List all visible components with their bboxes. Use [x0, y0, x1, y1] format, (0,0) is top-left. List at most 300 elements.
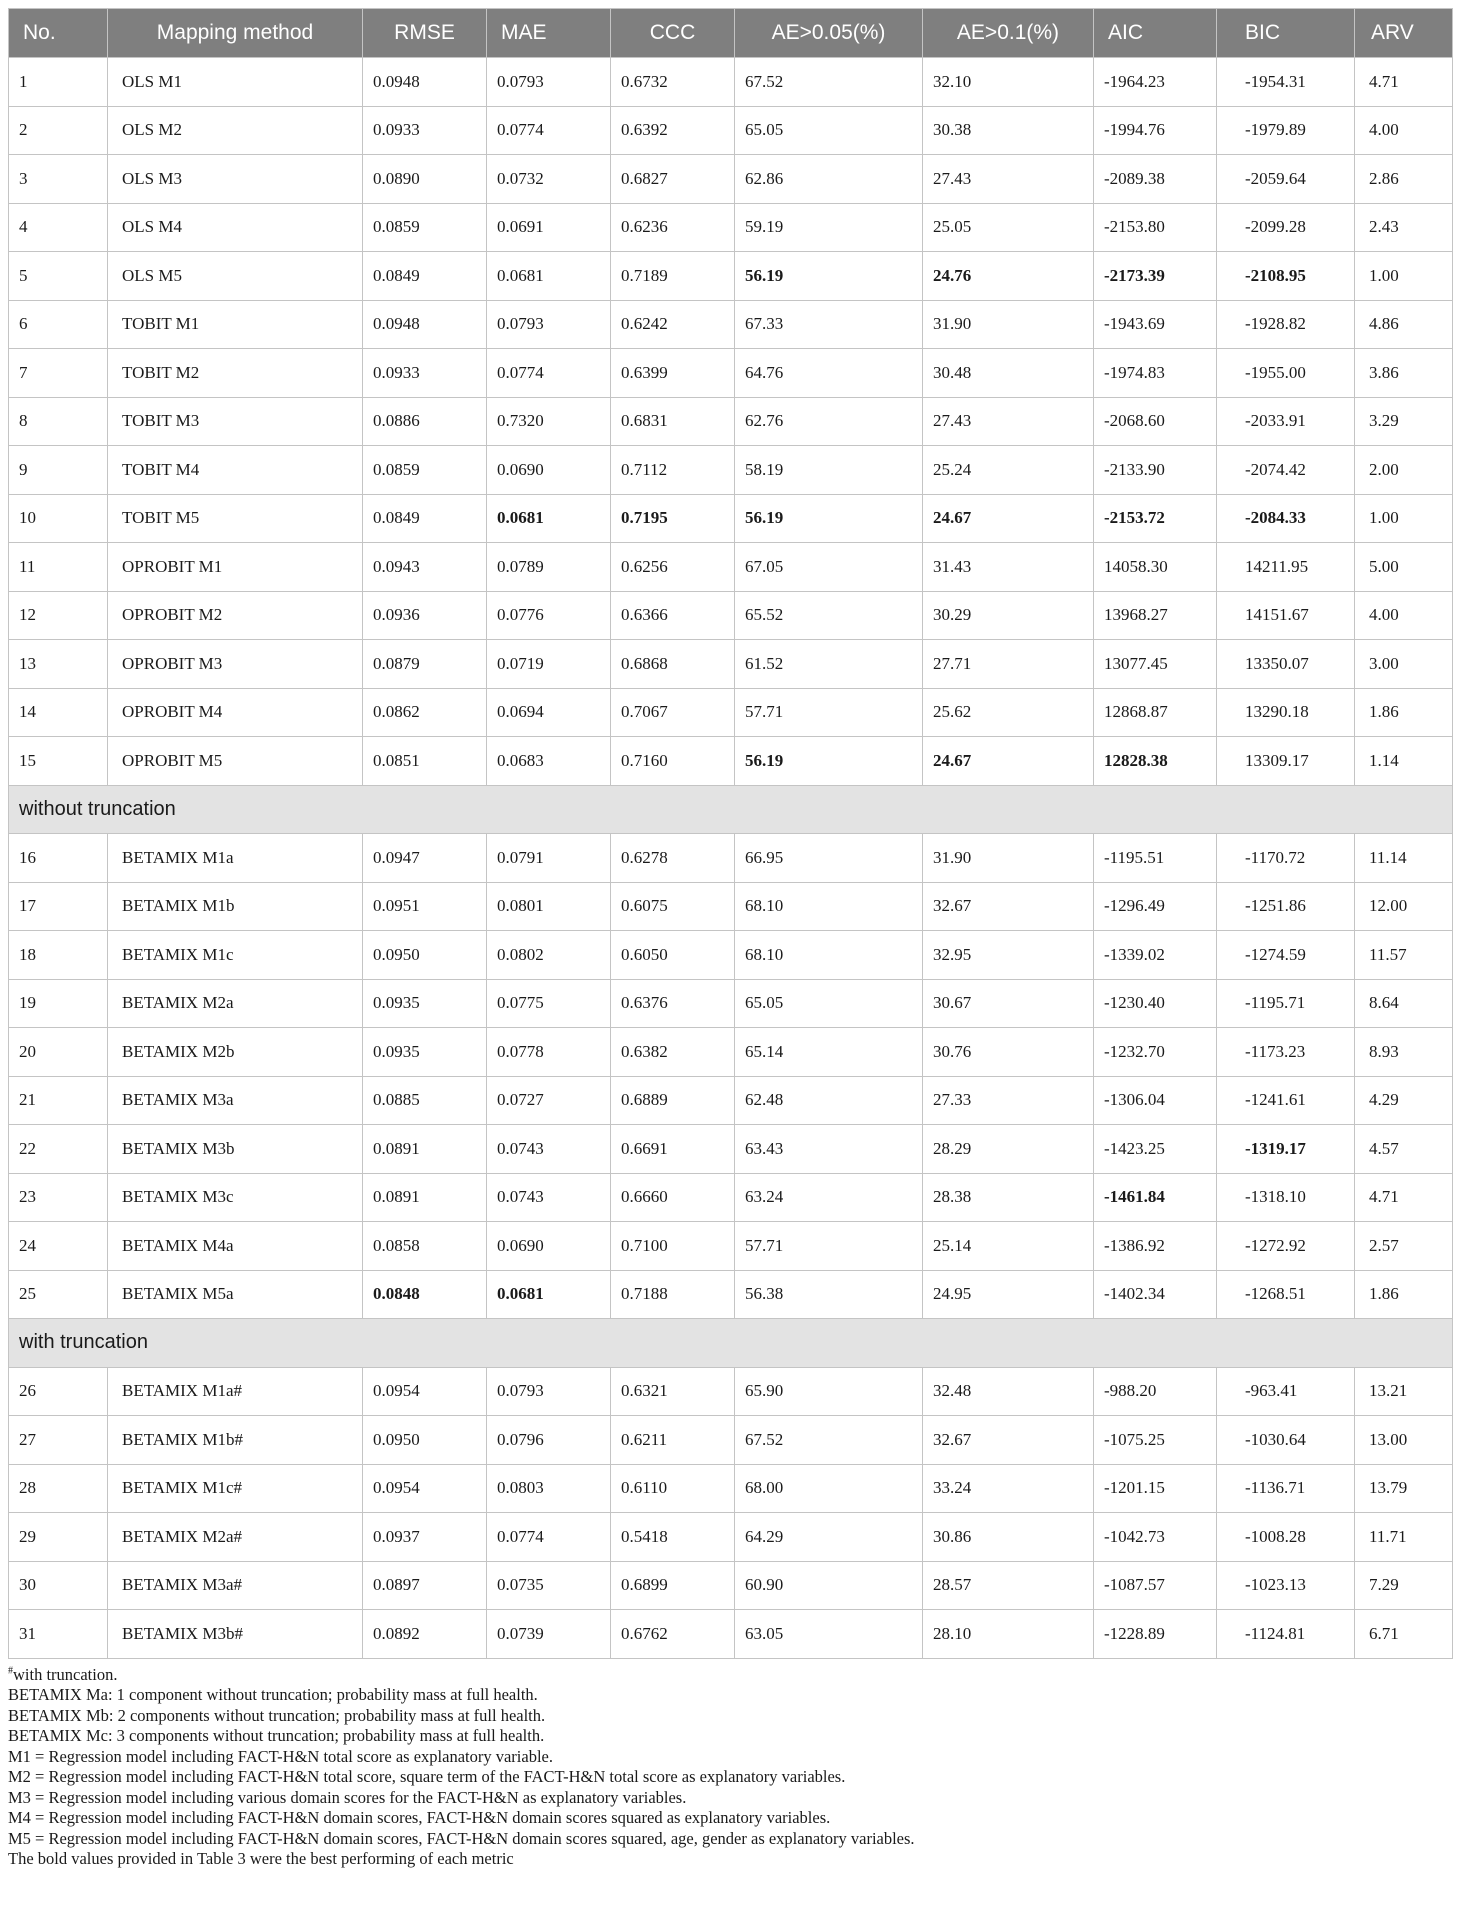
cell-mae: 0.0793	[487, 58, 611, 107]
cell-mae: 0.0793	[487, 300, 611, 349]
cell-mapping-method: BETAMIX M1b#	[108, 1416, 363, 1465]
group-row-without-truncation	[9, 785, 1453, 834]
header-aic: AIC	[1094, 9, 1217, 58]
cell-mae: 0.0732	[487, 155, 611, 204]
cell-ae-005: 67.05	[735, 543, 923, 592]
cell-mapping-method: TOBIT M5	[108, 494, 363, 543]
cell-aic: -1339.02	[1094, 931, 1217, 980]
cell-arv: 1.86	[1355, 688, 1453, 737]
cell-no: 19	[9, 979, 108, 1028]
cell-ccc: 0.6762	[611, 1610, 735, 1659]
cell-rmse: 0.0885	[363, 1076, 487, 1125]
table-row	[9, 494, 1453, 543]
cell-rmse: 0.0886	[363, 397, 487, 446]
cell-ae-01: 32.10	[923, 58, 1094, 107]
cell-ccc: 0.7100	[611, 1222, 735, 1271]
cell-ae-01	[923, 252, 1094, 301]
cell-mapping-method: OPROBIT M1	[108, 543, 363, 592]
cell-mapping-method: TOBIT M4	[108, 446, 363, 495]
best-value: 24.67	[933, 508, 972, 528]
cell-ccc: 0.5418	[611, 1513, 735, 1562]
cell-ae-005: 61.52	[735, 640, 923, 689]
cell-arv: 4.00	[1355, 106, 1453, 155]
cell-bic: -1955.00	[1217, 349, 1355, 398]
cell-bic: -1979.89	[1217, 106, 1355, 155]
table-row	[9, 931, 1453, 980]
footnote-line: M5 = Regression model including FACT-H&N domain scores, FACT-H&N domain scores squared, age, gender as explanatory variables.	[8, 1828, 915, 1848]
cell-aic	[1094, 1173, 1217, 1222]
cell-arv: 4.57	[1355, 1125, 1453, 1174]
cell-arv: 1.86	[1355, 1270, 1453, 1319]
cell-rmse: 0.0897	[363, 1561, 487, 1610]
cell-arv: 3.86	[1355, 349, 1453, 398]
footnote-line: M4 = Regression model including FACT-H&N domain scores, FACT-H&N domain scores squared as explanatory variables.	[8, 1808, 831, 1827]
cell-ae-005: 65.52	[735, 591, 923, 640]
table-row	[9, 1561, 1453, 1610]
cell-mapping-method: BETAMIX M2a	[108, 979, 363, 1028]
cell-ccc: 0.7112	[611, 446, 735, 495]
cell-ae-01: 30.29	[923, 591, 1094, 640]
best-value: 24.76	[933, 265, 972, 285]
cell-ccc: 0.7189	[611, 252, 735, 301]
cell-aic: 14058.30	[1094, 543, 1217, 592]
cell-ae-005: 67.33	[735, 300, 923, 349]
cell-ae-005: 56.38	[735, 1270, 923, 1319]
cell-mapping-method: OPROBIT M2	[108, 591, 363, 640]
cell-aic: -1230.40	[1094, 979, 1217, 1028]
cell-ae-01: 30.38	[923, 106, 1094, 155]
cell-mapping-method: OPROBIT M4	[108, 688, 363, 737]
cell-arv: 13.21	[1355, 1367, 1453, 1416]
cell-rmse: 0.0859	[363, 203, 487, 252]
table-row	[9, 1513, 1453, 1562]
cell-rmse: 0.0950	[363, 931, 487, 980]
cell-ccc: 0.6376	[611, 979, 735, 1028]
cell-arv: 13.00	[1355, 1416, 1453, 1465]
cell-ccc: 0.6366	[611, 591, 735, 640]
cell-ae-01: 27.43	[923, 155, 1094, 204]
cell-aic: -1386.92	[1094, 1222, 1217, 1271]
table-row	[9, 834, 1453, 883]
cell-mae: 0.0776	[487, 591, 611, 640]
cell-aic: -1296.49	[1094, 882, 1217, 931]
cell-arv: 4.86	[1355, 300, 1453, 349]
table-body-group-3	[9, 1367, 1453, 1658]
table-row	[9, 737, 1453, 786]
cell-ccc: 0.6660	[611, 1173, 735, 1222]
cell-mae: 0.0743	[487, 1173, 611, 1222]
cell-ae-005: 62.76	[735, 397, 923, 446]
cell-bic: 14151.67	[1217, 591, 1355, 640]
cell-rmse: 0.0948	[363, 58, 487, 107]
table-row	[9, 252, 1453, 301]
cell-mapping-method: OLS M3	[108, 155, 363, 204]
cell-no: 22	[9, 1125, 108, 1174]
cell-no: 18	[9, 931, 108, 980]
cell-no: 11	[9, 543, 108, 592]
table-row	[9, 106, 1453, 155]
cell-ccc: 0.6236	[611, 203, 735, 252]
cell-ae-005: 64.76	[735, 349, 923, 398]
cell-bic: -1928.82	[1217, 300, 1355, 349]
cell-ae-01: 28.29	[923, 1125, 1094, 1174]
cell-mae: 0.0774	[487, 349, 611, 398]
best-value: 0.0681	[497, 1284, 544, 1304]
cell-aic: -988.20	[1094, 1367, 1217, 1416]
footnote-symbol-text: with truncation.	[13, 1664, 118, 1684]
cell-ae-005: 65.90	[735, 1367, 923, 1416]
cell-ccc: 0.6321	[611, 1367, 735, 1416]
best-value: 0.0848	[373, 1284, 420, 1304]
cell-ae-005: 68.10	[735, 882, 923, 931]
cell-arv: 1.00	[1355, 494, 1453, 543]
cell-ae-01: 28.57	[923, 1561, 1094, 1610]
cell-ccc: 0.6278	[611, 834, 735, 883]
cell-ae-01: 27.33	[923, 1076, 1094, 1125]
cell-arv: 2.00	[1355, 446, 1453, 495]
cell-ae-01: 27.43	[923, 397, 1094, 446]
cell-no: 2	[9, 106, 108, 155]
cell-arv: 7.29	[1355, 1561, 1453, 1610]
cell-arv: 13.79	[1355, 1464, 1453, 1513]
table-row	[9, 1173, 1453, 1222]
cell-ccc: 0.6889	[611, 1076, 735, 1125]
cell-mapping-method: BETAMIX M3b	[108, 1125, 363, 1174]
cell-mae: 0.0793	[487, 1367, 611, 1416]
cell-mapping-method: BETAMIX M3b#	[108, 1610, 363, 1659]
cell-ae-005: 58.19	[735, 446, 923, 495]
cell-mapping-method: BETAMIX M4a	[108, 1222, 363, 1271]
cell-ae-005	[735, 494, 923, 543]
cell-mapping-method: OLS M4	[108, 203, 363, 252]
cell-ae-005: 67.52	[735, 1416, 923, 1465]
cell-no: 7	[9, 349, 108, 398]
cell-bic: -1272.92	[1217, 1222, 1355, 1271]
cell-mae: 0.0774	[487, 106, 611, 155]
cell-no: 9	[9, 446, 108, 495]
cell-rmse: 0.0849	[363, 494, 487, 543]
best-value: -2173.39	[1104, 265, 1165, 285]
cell-arv: 1.14	[1355, 737, 1453, 786]
table-body-group-1	[9, 58, 1453, 786]
cell-ae-01: 30.48	[923, 349, 1094, 398]
cell-aic: -1943.69	[1094, 300, 1217, 349]
cell-no: 24	[9, 1222, 108, 1271]
footnote-line: BETAMIX Ma: 1 component without truncation; probability mass at full health.	[8, 1685, 538, 1704]
cell-ae-005: 57.71	[735, 688, 923, 737]
cell-aic: -1201.15	[1094, 1464, 1217, 1513]
cell-no: 15	[9, 737, 108, 786]
table-row	[9, 543, 1453, 592]
cell-ae-005: 64.29	[735, 1513, 923, 1562]
cell-mapping-method: BETAMIX M5a	[108, 1270, 363, 1319]
cell-ae-01: 31.90	[923, 300, 1094, 349]
cell-bic: -1173.23	[1217, 1028, 1355, 1077]
cell-bic: -1268.51	[1217, 1270, 1355, 1319]
table-row	[9, 58, 1453, 107]
best-value: 12828.38	[1104, 750, 1168, 770]
cell-bic: -2033.91	[1217, 397, 1355, 446]
cell-aic	[1094, 494, 1217, 543]
cell-ae-01: 30.76	[923, 1028, 1094, 1077]
table-row	[9, 1416, 1453, 1465]
cell-rmse: 0.0859	[363, 446, 487, 495]
cell-ae-005: 68.10	[735, 931, 923, 980]
cell-aic: 13077.45	[1094, 640, 1217, 689]
cell-aic: -1964.23	[1094, 58, 1217, 107]
cell-mapping-method: BETAMIX M3a#	[108, 1561, 363, 1610]
cell-ae-005: 63.05	[735, 1610, 923, 1659]
cell-ccc: 0.6382	[611, 1028, 735, 1077]
cell-ae-01: 28.38	[923, 1173, 1094, 1222]
cell-ccc	[611, 494, 735, 543]
cell-arv: 2.43	[1355, 203, 1453, 252]
cell-ae-005: 60.90	[735, 1561, 923, 1610]
footnote-symbol: #	[8, 1665, 13, 1676]
footnote-line: M2 = Regression model including FACT-H&N total score, square term of the FACT-H&N total score as explanatory variables.	[8, 1767, 846, 1786]
cell-rmse: 0.0891	[363, 1125, 487, 1174]
header-ae-01: AE>0.1(%)	[923, 9, 1094, 58]
cell-ae-01: 25.05	[923, 203, 1094, 252]
cell-ccc: 0.6256	[611, 543, 735, 592]
cell-ccc: 0.6392	[611, 106, 735, 155]
cell-no: 8	[9, 397, 108, 446]
cell-mae: 0.0694	[487, 688, 611, 737]
table-row	[9, 979, 1453, 1028]
cell-arv: 2.86	[1355, 155, 1453, 204]
header-mae: MAE	[487, 9, 611, 58]
cell-rmse: 0.0943	[363, 543, 487, 592]
cell-bic	[1217, 252, 1355, 301]
cell-mae: 0.0691	[487, 203, 611, 252]
cell-ae-005: 66.95	[735, 834, 923, 883]
cell-aic: -1228.89	[1094, 1610, 1217, 1659]
cell-aic: 12868.87	[1094, 688, 1217, 737]
best-value: 0.7195	[621, 508, 668, 528]
cell-no: 20	[9, 1028, 108, 1077]
cell-mapping-method: BETAMIX M1a	[108, 834, 363, 883]
cell-ccc: 0.6831	[611, 397, 735, 446]
best-value: 24.67	[933, 750, 972, 770]
cell-ae-01: 30.86	[923, 1513, 1094, 1562]
cell-mae	[487, 1270, 611, 1319]
cell-mapping-method: TOBIT M1	[108, 300, 363, 349]
cell-no: 5	[9, 252, 108, 301]
cell-bic: 13309.17	[1217, 737, 1355, 786]
cell-bic: -1023.13	[1217, 1561, 1355, 1610]
cell-aic: -1306.04	[1094, 1076, 1217, 1125]
table-row	[9, 155, 1453, 204]
table-header-row	[9, 9, 1453, 58]
cell-arv: 11.57	[1355, 931, 1453, 980]
cell-mapping-method: OPROBIT M3	[108, 640, 363, 689]
cell-bic: -1241.61	[1217, 1076, 1355, 1125]
cell-ae-01: 25.14	[923, 1222, 1094, 1271]
cell-ae-01	[923, 737, 1094, 786]
footnote-line: BETAMIX Mb: 2 components without truncation; probability mass at full health.	[8, 1705, 546, 1725]
cell-ae-005	[735, 737, 923, 786]
footnote-line: M3 = Regression model including various domain scores for the FACT-H&N as explanatory variables.	[8, 1787, 687, 1807]
cell-bic	[1217, 1125, 1355, 1174]
cell-no: 17	[9, 882, 108, 931]
cell-aic	[1094, 737, 1217, 786]
cell-ae-005: 59.19	[735, 203, 923, 252]
cell-rmse	[363, 1270, 487, 1319]
cell-mapping-method: BETAMIX M1b	[108, 882, 363, 931]
cell-rmse: 0.0948	[363, 300, 487, 349]
cell-ccc: 0.6732	[611, 58, 735, 107]
best-value: 56.19	[745, 750, 784, 770]
cell-no: 21	[9, 1076, 108, 1125]
cell-no: 1	[9, 58, 108, 107]
table-row	[9, 397, 1453, 446]
cell-rmse: 0.0947	[363, 834, 487, 883]
cell-mae: 0.0789	[487, 543, 611, 592]
cell-arv: 4.00	[1355, 591, 1453, 640]
cell-arv: 1.00	[1355, 252, 1453, 301]
cell-aic: -1974.83	[1094, 349, 1217, 398]
cell-bic: -1195.71	[1217, 979, 1355, 1028]
cell-ccc: 0.6899	[611, 1561, 735, 1610]
cell-rmse: 0.0933	[363, 106, 487, 155]
cell-no: 25	[9, 1270, 108, 1319]
cell-bic: 13290.18	[1217, 688, 1355, 737]
cell-arv: 8.64	[1355, 979, 1453, 1028]
cell-rmse: 0.0891	[363, 1173, 487, 1222]
best-value: 0.0681	[497, 508, 544, 528]
cell-mapping-method: BETAMIX M3c	[108, 1173, 363, 1222]
cell-arv: 3.00	[1355, 640, 1453, 689]
cell-rmse: 0.0851	[363, 737, 487, 786]
cell-mae: 0.0735	[487, 1561, 611, 1610]
cell-ae-01: 27.71	[923, 640, 1094, 689]
table-row	[9, 203, 1453, 252]
cell-bic: -1136.71	[1217, 1464, 1355, 1513]
cell-ae-01: 28.10	[923, 1610, 1094, 1659]
cell-mae: 0.0743	[487, 1125, 611, 1174]
table-row	[9, 300, 1453, 349]
header-mapping-method: Mapping method	[108, 9, 363, 58]
cell-ae-01: 32.48	[923, 1367, 1094, 1416]
cell-ccc: 0.6211	[611, 1416, 735, 1465]
cell-bic: -1274.59	[1217, 931, 1355, 980]
cell-no: 13	[9, 640, 108, 689]
cell-ae-005: 62.86	[735, 155, 923, 204]
cell-arv: 3.29	[1355, 397, 1453, 446]
group-row-with-truncation	[9, 1319, 1453, 1368]
cell-mapping-method: BETAMIX M1a#	[108, 1367, 363, 1416]
cell-mae: 0.0739	[487, 1610, 611, 1659]
table-row	[9, 1222, 1453, 1271]
cell-mapping-method: TOBIT M3	[108, 397, 363, 446]
cell-bic: -2099.28	[1217, 203, 1355, 252]
cell-mapping-method: BETAMIX M1c#	[108, 1464, 363, 1513]
cell-mae: 0.0683	[487, 737, 611, 786]
cell-aic: -1423.25	[1094, 1125, 1217, 1174]
cell-aic: -2068.60	[1094, 397, 1217, 446]
cell-ae-005: 62.48	[735, 1076, 923, 1125]
cell-rmse: 0.0937	[363, 1513, 487, 1562]
cell-bic: -2074.42	[1217, 446, 1355, 495]
cell-mapping-method: OLS M1	[108, 58, 363, 107]
cell-rmse: 0.0936	[363, 591, 487, 640]
cell-bic: -1124.81	[1217, 1610, 1355, 1659]
cell-ae-005: 68.00	[735, 1464, 923, 1513]
best-value: -1461.84	[1104, 1187, 1165, 1207]
table-row	[9, 1610, 1453, 1659]
cell-no: 10	[9, 494, 108, 543]
cell-no: 31	[9, 1610, 108, 1659]
table-row	[9, 1367, 1453, 1416]
cell-ae-01: 33.24	[923, 1464, 1094, 1513]
footnote-line: The bold values provided in Table 3 were the best performing of each metric	[8, 1849, 514, 1868]
cell-ccc: 0.6691	[611, 1125, 735, 1174]
cell-ae-005: 57.71	[735, 1222, 923, 1271]
cell-bic: -1954.31	[1217, 58, 1355, 107]
table-row	[9, 640, 1453, 689]
cell-no: 30	[9, 1561, 108, 1610]
cell-mae: 0.0727	[487, 1076, 611, 1125]
cell-bic: -2059.64	[1217, 155, 1355, 204]
cell-ccc: 0.6827	[611, 155, 735, 204]
table-body-group-2	[9, 834, 1453, 1319]
cell-ccc: 0.6050	[611, 931, 735, 980]
mapping-results-table	[8, 8, 1453, 1659]
cell-aic: -2089.38	[1094, 155, 1217, 204]
cell-arv: 8.93	[1355, 1028, 1453, 1077]
cell-no: 14	[9, 688, 108, 737]
table-row	[9, 349, 1453, 398]
cell-aic: -1087.57	[1094, 1561, 1217, 1610]
cell-no: 16	[9, 834, 108, 883]
cell-ae-005	[735, 252, 923, 301]
cell-arv: 11.71	[1355, 1513, 1453, 1562]
header-bic: BIC	[1217, 9, 1355, 58]
cell-ae-01: 32.95	[923, 931, 1094, 980]
cell-bic: -963.41	[1217, 1367, 1355, 1416]
cell-rmse: 0.0950	[363, 1416, 487, 1465]
header-ccc: CCC	[611, 9, 735, 58]
cell-bic: -1318.10	[1217, 1173, 1355, 1222]
table-row	[9, 1464, 1453, 1513]
cell-aic: -1232.70	[1094, 1028, 1217, 1077]
cell-mae: 0.0690	[487, 1222, 611, 1271]
cell-mapping-method: BETAMIX M2a#	[108, 1513, 363, 1562]
footnote-line: M1 = Regression model including FACT-H&N total score as explanatory variable.	[8, 1746, 553, 1766]
cell-rmse: 0.0858	[363, 1222, 487, 1271]
cell-ccc: 0.7160	[611, 737, 735, 786]
cell-ccc: 0.6110	[611, 1464, 735, 1513]
cell-arv: 11.14	[1355, 834, 1453, 883]
table-row	[9, 882, 1453, 931]
cell-ccc: 0.6868	[611, 640, 735, 689]
cell-mae: 0.7320	[487, 397, 611, 446]
cell-no: 12	[9, 591, 108, 640]
cell-mapping-method: TOBIT M2	[108, 349, 363, 398]
header-ae-005: AE>0.05(%)	[735, 9, 923, 58]
cell-mapping-method: BETAMIX M1c	[108, 931, 363, 980]
table-row	[9, 591, 1453, 640]
cell-no: 4	[9, 203, 108, 252]
cell-mae: 0.0774	[487, 1513, 611, 1562]
cell-mae: 0.0778	[487, 1028, 611, 1077]
cell-mae: 0.0801	[487, 882, 611, 931]
cell-rmse: 0.0954	[363, 1367, 487, 1416]
header-arv: ARV	[1355, 9, 1453, 58]
table-row	[9, 1076, 1453, 1125]
cell-arv: 4.71	[1355, 1173, 1453, 1222]
cell-mapping-method: OLS M2	[108, 106, 363, 155]
